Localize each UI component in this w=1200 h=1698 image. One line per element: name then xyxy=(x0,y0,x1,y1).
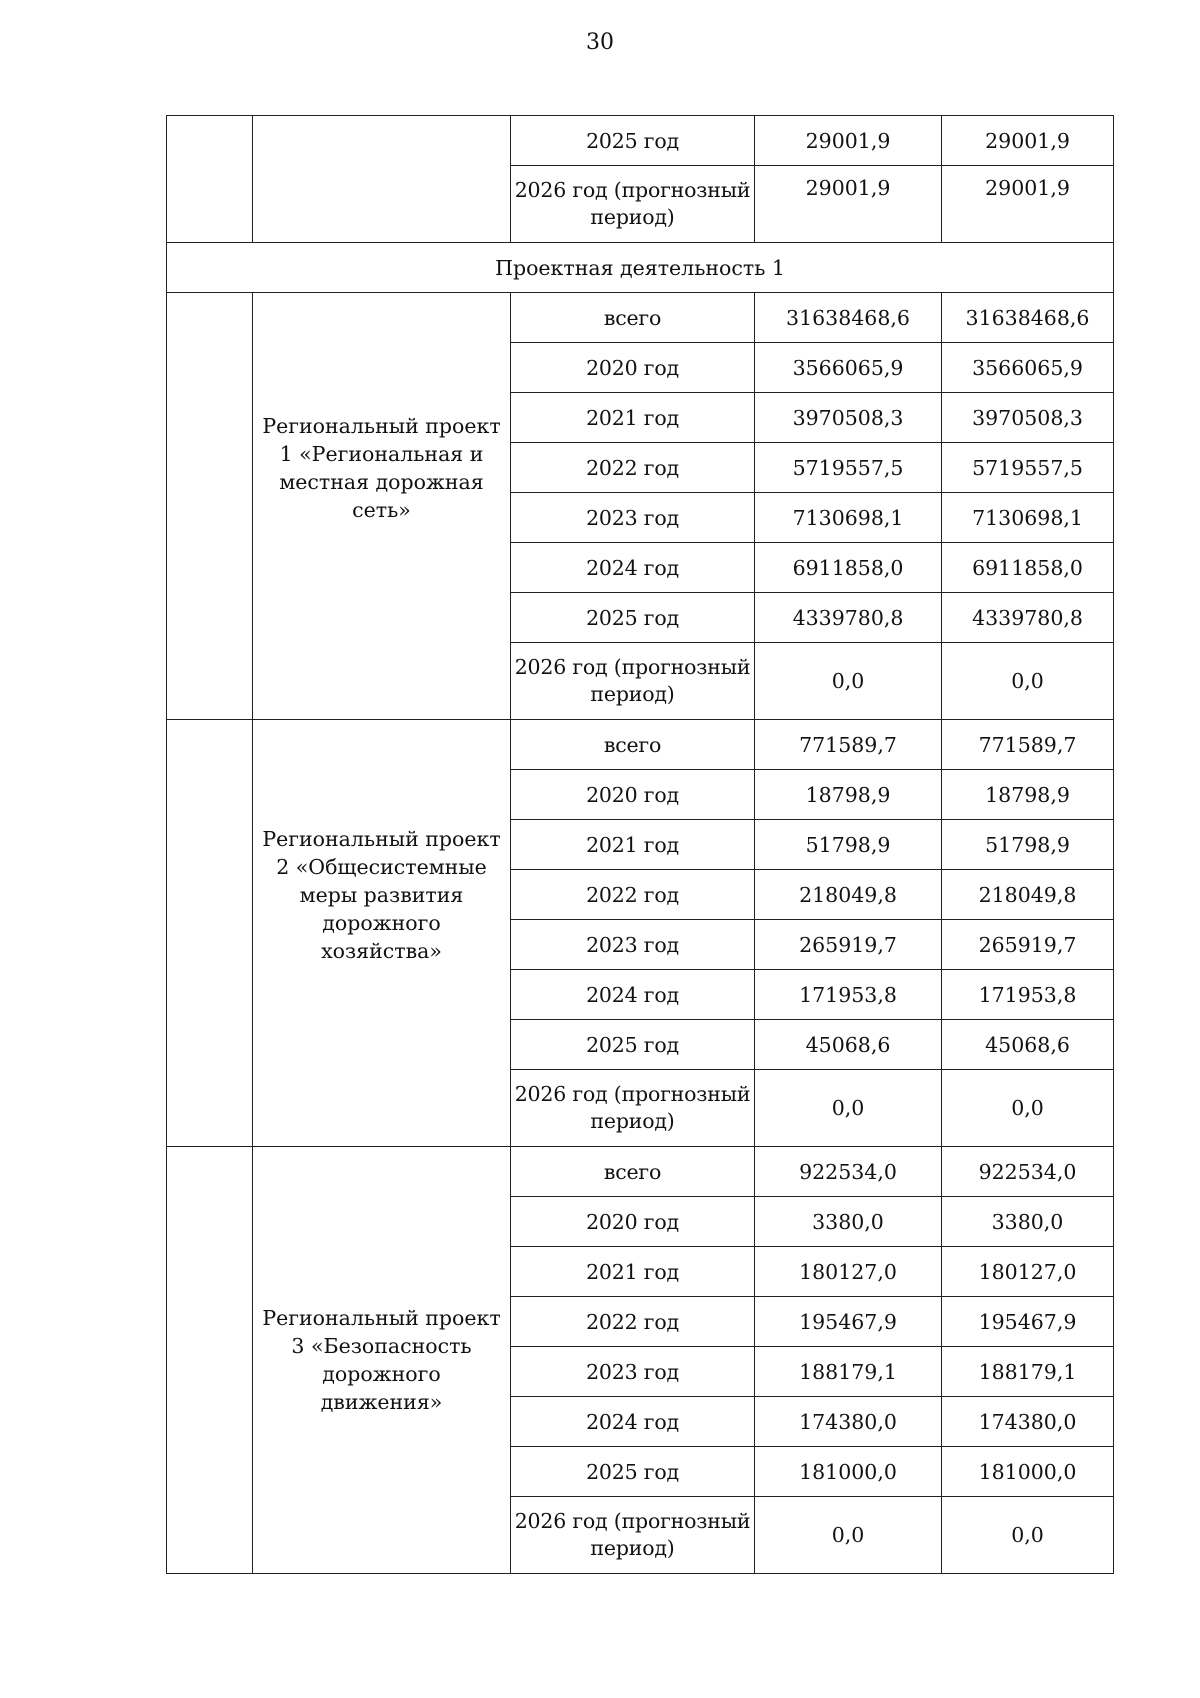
table-row xyxy=(167,720,1114,770)
value-cell: 195467,9 xyxy=(755,1297,942,1347)
value-cell: 218049,8 xyxy=(755,870,942,920)
value-cell: 188179,1 xyxy=(942,1347,1114,1397)
period-label: 2024 год xyxy=(511,1397,755,1447)
number-cell xyxy=(167,1147,253,1574)
value-cell: 0,0 xyxy=(942,643,1114,720)
table-row xyxy=(167,1147,1114,1197)
period-label: 2024 год xyxy=(511,970,755,1020)
value-cell: 3380,0 xyxy=(942,1197,1114,1247)
value-cell: 6911858,0 xyxy=(942,543,1114,593)
value-cell: 4339780,8 xyxy=(942,593,1114,643)
period-label: 2020 год xyxy=(511,343,755,393)
value-cell: 0,0 xyxy=(942,1070,1114,1147)
value-cell: 29001,9 xyxy=(942,166,1114,243)
value-cell: 0,0 xyxy=(755,1497,942,1574)
period-label: 2024 год xyxy=(511,543,755,593)
value-cell: 29001,9 xyxy=(942,116,1114,166)
value-cell: 180127,0 xyxy=(942,1247,1114,1297)
period-label: 2025 год xyxy=(511,116,755,166)
period-label: 2026 год (прогнозный период) xyxy=(511,1070,755,1147)
period-label: 2022 год xyxy=(511,870,755,920)
value-cell: 181000,0 xyxy=(755,1447,942,1497)
value-cell: 5719557,5 xyxy=(755,443,942,493)
value-cell: 29001,9 xyxy=(755,116,942,166)
period-label: 2023 год xyxy=(511,1347,755,1397)
value-cell: 0,0 xyxy=(942,1497,1114,1574)
period-label: 2025 год xyxy=(511,1020,755,1070)
period-label: 2023 год xyxy=(511,920,755,970)
period-label: 2025 год xyxy=(511,593,755,643)
number-cell xyxy=(167,116,253,243)
period-label: 2026 год (прогнозный период) xyxy=(511,166,755,243)
number-cell xyxy=(167,720,253,1147)
value-cell: 4339780,8 xyxy=(755,593,942,643)
value-cell: 922534,0 xyxy=(942,1147,1114,1197)
value-cell: 3380,0 xyxy=(755,1197,942,1247)
number-cell xyxy=(167,293,253,720)
period-label: всего xyxy=(511,720,755,770)
value-cell: 7130698,1 xyxy=(942,493,1114,543)
value-cell: 31638468,6 xyxy=(755,293,942,343)
period-label: 2021 год xyxy=(511,1247,755,1297)
value-cell: 771589,7 xyxy=(942,720,1114,770)
period-label: 2026 год (прогнозный период) xyxy=(511,643,755,720)
value-cell: 45068,6 xyxy=(755,1020,942,1070)
value-cell: 771589,7 xyxy=(755,720,942,770)
period-label: 2021 год xyxy=(511,820,755,870)
financing-table xyxy=(166,115,1114,1574)
project-name: Региональный проект 2 «Общесистемные меры развития дорожного хозяйства» xyxy=(253,720,511,1147)
value-cell: 171953,8 xyxy=(755,970,942,1020)
value-cell: 45068,6 xyxy=(942,1020,1114,1070)
period-label: всего xyxy=(511,293,755,343)
project-name: Региональный проект 3 «Безопасность дорожного движения» xyxy=(253,1147,511,1574)
value-cell: 3566065,9 xyxy=(942,343,1114,393)
period-label: 2023 год xyxy=(511,493,755,543)
page-number: 30 xyxy=(586,30,614,55)
section-title: Проектная деятельность 1 xyxy=(167,243,1114,293)
value-cell: 7130698,1 xyxy=(755,493,942,543)
value-cell: 181000,0 xyxy=(942,1447,1114,1497)
period-label: 2021 год xyxy=(511,393,755,443)
value-cell: 18798,9 xyxy=(942,770,1114,820)
period-label: 2020 год xyxy=(511,770,755,820)
value-cell: 174380,0 xyxy=(755,1397,942,1447)
value-cell: 3970508,3 xyxy=(942,393,1114,443)
value-cell: 31638468,6 xyxy=(942,293,1114,343)
value-cell: 180127,0 xyxy=(755,1247,942,1297)
value-cell: 195467,9 xyxy=(942,1297,1114,1347)
value-cell: 18798,9 xyxy=(755,770,942,820)
table-row xyxy=(167,293,1114,343)
value-cell: 265919,7 xyxy=(755,920,942,970)
value-cell: 51798,9 xyxy=(942,820,1114,870)
table-row xyxy=(167,116,1114,166)
value-cell: 0,0 xyxy=(755,1070,942,1147)
value-cell: 29001,9 xyxy=(755,166,942,243)
period-label: 2022 год xyxy=(511,443,755,493)
project-name: Региональный проект 1 «Региональная и местная дорожная сеть» xyxy=(253,293,511,720)
value-cell: 265919,7 xyxy=(942,920,1114,970)
value-cell: 922534,0 xyxy=(755,1147,942,1197)
value-cell: 5719557,5 xyxy=(942,443,1114,493)
period-label: 2020 год xyxy=(511,1197,755,1247)
value-cell: 171953,8 xyxy=(942,970,1114,1020)
period-label: всего xyxy=(511,1147,755,1197)
section-row xyxy=(167,243,1114,293)
value-cell: 0,0 xyxy=(755,643,942,720)
value-cell: 3566065,9 xyxy=(755,343,942,393)
value-cell: 218049,8 xyxy=(942,870,1114,920)
value-cell: 188179,1 xyxy=(755,1347,942,1397)
value-cell: 174380,0 xyxy=(942,1397,1114,1447)
name-cell xyxy=(253,116,511,243)
value-cell: 6911858,0 xyxy=(755,543,942,593)
value-cell: 3970508,3 xyxy=(755,393,942,443)
period-label: 2022 год xyxy=(511,1297,755,1347)
period-label: 2025 год xyxy=(511,1447,755,1497)
value-cell: 51798,9 xyxy=(755,820,942,870)
period-label: 2026 год (прогнозный период) xyxy=(511,1497,755,1574)
